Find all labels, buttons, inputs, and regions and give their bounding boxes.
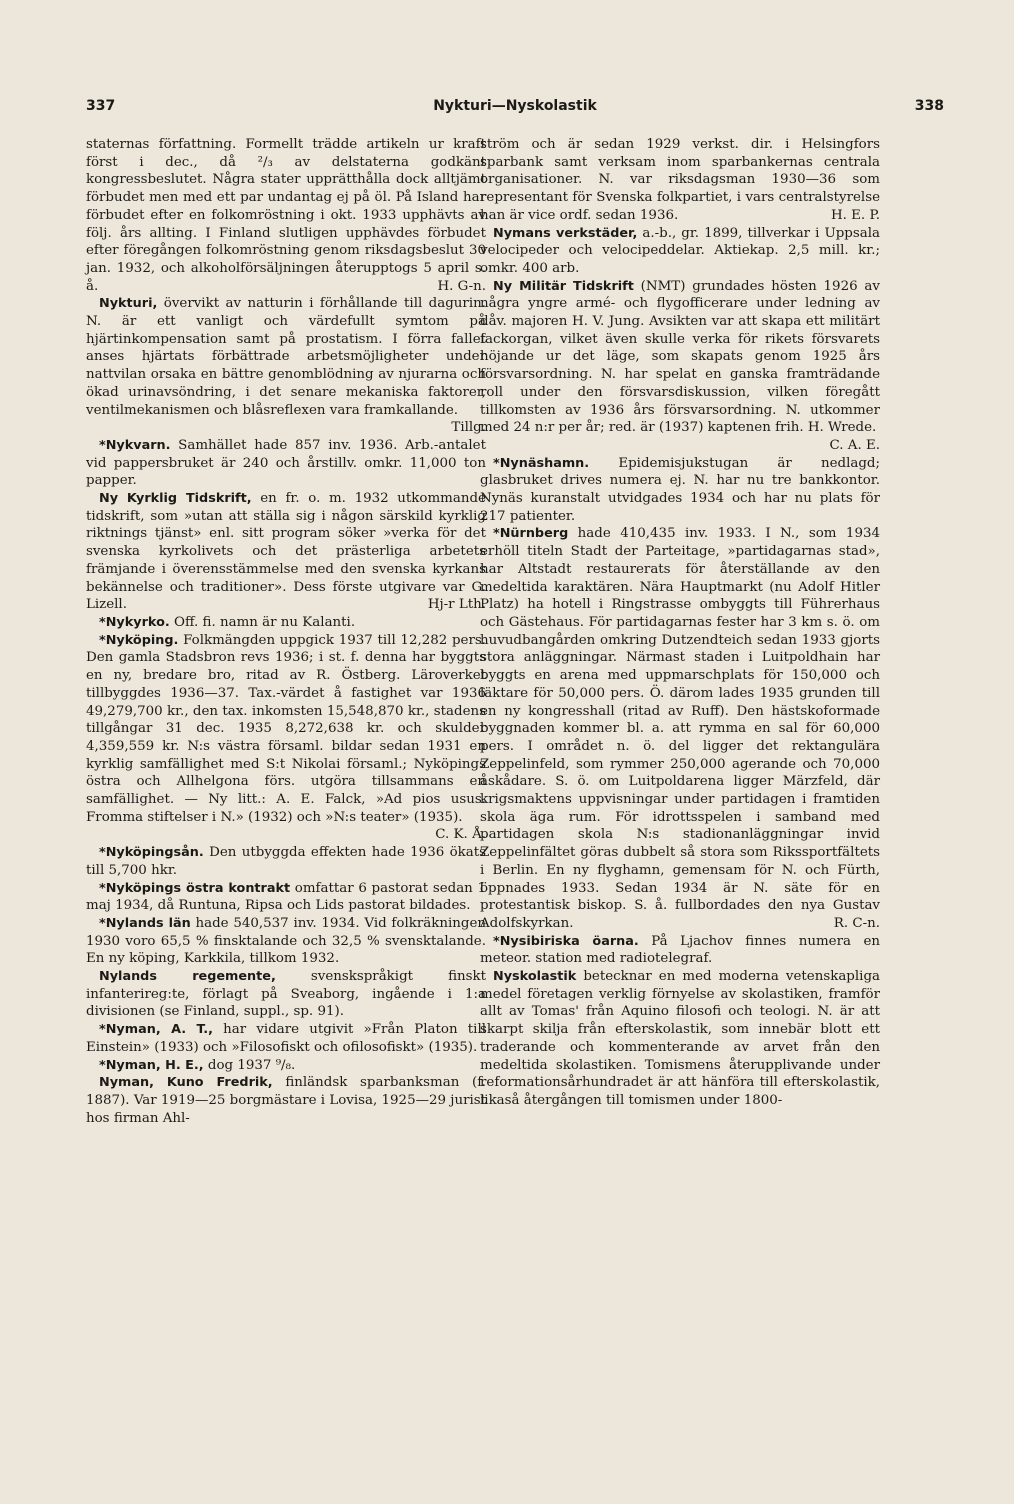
entry-text: På Ljachov finnes numera en meteor. station med radiotelegraf. — [480, 933, 880, 967]
entry-text: Epidemisjukstugan är nedlagd; glasbruket drives numera ej. N. har nu tre bankkontor. Nynäs kuranstalt utvidgades 1934 och har nu plats för 217 patienter. — [480, 455, 880, 524]
page-header — [86, 98, 944, 122]
entry-headword: *Nyman, A. T., — [99, 1022, 213, 1038]
dictionary-entry — [86, 915, 486, 968]
dictionary-entry — [86, 136, 486, 295]
entry-headword: *Nynäshamn. — [493, 455, 590, 471]
entry-text: omfattar 6 pastorat sedan 1 maj 1934, då Runtuna, Ripsa och Lids pastorat bildades. — [86, 880, 487, 914]
dictionary-entry — [86, 1021, 486, 1056]
dictionary-entry — [86, 632, 486, 844]
entry-headword: Nylands regemente, — [99, 969, 276, 985]
entry-text: övervikt av natturin i förhållande till dagurin. N. är ett vanligt och värdefullt symtom på hjärtinkompensation samt på prostatism. I förra fallet anses hjärtats förbättrade arbetsmöjligheter under nattvilan orsaka en bättre genomblödning av njurarna och ökad urinavsöndring, i det senare mekaniska faktorer, ventilmekanismen och blåsreflexen vara framkallande. — [86, 296, 486, 418]
entry-text: (NMT) grundades hösten 1926 av några yngre armé- och flygofficerare under ledning av dåv. majoren H. V. Jung. Avsikten var att skapa ett militärt fackorgan, vilket även skulle verka för rikets försvarets höjande ur det läge, som skapats genom 1925 års försvarsordning. N. har spelat en ganska framträdande roll under den försvarsdiskussion, vilken föregått tillkomsten av 1936 års försvarsordning. N. utkommer med 24 n:r per år; red. är (1937) kaptenen frih. H. Wrede. — [480, 278, 880, 436]
entry-headword: Nyman, Kuno Fredrik, — [99, 1075, 273, 1091]
entry-text: Folkmängden uppgick 1937 till 12,282 pers. Den gamla Stadsbron revs 1936; i st. f. denna har byggts en ny, bredare bro, ritad av R. Östberg. Läroverket tillbyggdes 1936—37. Tax.-värdet å fastighet var 1936 49,279,700 kr., den tax. inkomsten 15,548,870 kr., stadens tillgångar 31 dec. 1935 8,272,638 kr. och skulder 4,359,559 kr. N:s västra församl. bildar sedan 1931 en kyrklig samfällighet med S:t Nikolai församl.; Nyköpings östra och Allhelgona förs. utgöra tillsammans en samfällighet. — Ny litt.: A. E. Falck, »Ad pios usus. Fromma stiftelser i N.» (1932) och »N:s teater» (1935). — [86, 632, 486, 825]
author-signature: Hj-r Lth. — [427, 597, 486, 613]
author-signature: R. C-n. — [833, 915, 880, 931]
entry-headword: *Nysibiriska öarna. — [493, 933, 639, 949]
dictionary-entry — [86, 968, 486, 1021]
dictionary-entry — [86, 844, 486, 879]
entry-headword: *Nyköpings östra kontrakt — [99, 880, 291, 896]
entry-headword: Nyskolastik — [493, 969, 577, 985]
entry-headword: *Nyköpingsån. — [99, 845, 204, 861]
entry-text: betecknar en med moderna vetenskapliga medel företagen verklig förnyelse av skolastiken, framför allt av Tomas' från Aquino filosofi och teologi. N. är att skarpt skilja från efterskolastik, som innebär blott ett traderande och kommenterande av arvet från den medeltida skolastiken. Tomismens återupplivande under reformationsårhundradet är att hänföra till efterskolastik, likaså återgången till tomismen under 1800- — [480, 969, 880, 1108]
author-signature: Tillg. — [451, 420, 486, 436]
dictionary-entry — [86, 295, 486, 437]
entry-text: a.-b., gr. 1899, tillverkar i Uppsala velocipeder och velocipeddelar. Aktiekap. 2,5 mill. kr.; omkr. 400 arb. — [480, 225, 881, 276]
entry-text: Off. fi. namn är nu Kalanti. — [169, 614, 356, 630]
dictionary-entry — [86, 490, 486, 614]
author-signature: C. K. Å. — [435, 827, 486, 843]
page-number-right: 338 — [914, 98, 944, 114]
dictionary-entry — [86, 1057, 486, 1075]
entry-headword: Ny Militär Tidskrift — [493, 278, 634, 294]
dictionary-entry — [86, 437, 486, 490]
dictionary-entry — [480, 455, 880, 526]
entry-headword: *Nyman, H. E., — [99, 1057, 204, 1073]
dictionary-entry — [480, 136, 880, 225]
entry-headword: *Nürnberg — [493, 526, 569, 542]
entry-text: en fr. o. m. 1932 utkommande tidskrift, som »utan att ställa sig i någon särskild kyrklig riktnings tjänst» enl. sitt program söker »verka för det svenska kyrkolivets och det prästerliga arbetets främjande i överensstämmelse med den svenska kyrkans bekännelse och traditioner». Dess förste utgivare var G. Lizell. — [86, 491, 486, 613]
entry-headword: *Nykyrko. — [99, 614, 170, 630]
author-signature: H. E. P. — [830, 207, 880, 223]
entry-text: hade 540,537 inv. 1934. Vid folkräkningen 1930 voro 65,5 % finsktalande och 32,5 % svensktalande. En ny köping, Karkkila, tillkom 1932. — [86, 915, 486, 967]
entry-text: finländsk sparbanksman (f. 1887). Var 1919—25 borgmästare i Lovisa, 1925—29 jurist hos firman Ahl- — [86, 1075, 487, 1126]
dictionary-entry — [86, 880, 486, 915]
dictionary-entry — [480, 278, 880, 455]
entry-headword: Nymans verkstäder, — [493, 225, 638, 241]
entry-text: ström och är sedan 1929 verkst. dir. i Helsingfors sparbank samt verksam inom sparbankernas centrala organisationer. N. var riksdagsman 1930—36 som representant för Svenska folkpartiet, i vars centralstyrelse han är vice ordf. sedan 1936. — [480, 137, 880, 223]
entry-headword: *Nykvarn. — [99, 437, 171, 453]
entry-text: staternas författning. Formellt trädde artikeln ur kraft först i dec., då ²/₃ av delstaterna godkänt kongressbeslutet. Några stater upprätthålla dock alltjämt förbudet men med ett par undantag ej på öl. På Island har förbudet efter en folkomröstning i okt. 1933 upphävts av följ. års allting. I Finland slutligen upphävdes förbudet efter föregången folkomröstning genom riksdagsbeslut 30 jan. 1932, och alkoholförsäljningen återupptogs 5 april s. å. — [86, 137, 486, 294]
entry-text: Den utbyggda effekten hade 1936 ökats till 5,700 hkr. — [86, 845, 486, 878]
entry-text: hade 410,435 inv. 1933. I N., som 1934 erhöll titeln Stadt der Parteitage, »partidagarnas stad», har Altstadt restaurerats för återställande av den medeltida karaktären. Nära Hauptmarkt (nu Adolf Hitler Platz) ha hotell i Ringstrasse ombyggts till Führerhaus och Gästehaus. För partidagarnas fester har 3 km s. ö. om huvudbangården omkring Dutzendteich sedan 1933 gjorts stora anläggningar. Närmast staden i Luitpoldhain har byggts en arena med uppmarschplats för 150,000 och läktare för 50,000 pers. Ö. därom lades 1935 grunden till en ny kongresshall (ritad av Ruff). Den hästskoformade byggnaden kommer bl. a. att rymma en sal för 60,000 pers. I området n. ö. del ligger det rektangulära Zeppelinfeld, som rymmer 250,000 agerande och 70,000 åskådare. S. ö. om Luitpoldarena ligger Märzfeld, där krigsmaktens uppvisningar under partidagen i framtiden skola äga rum. För idrottsspelen i samband med partidagen skola N:s stadionanläggningar invid Zeppelinfältet göras dubbelt så stora som Rikssportfältets i Berlin. En ny flyghamn, gemensam för N. och Fürth, öppnades 1933. Sedan 1934 är N. säte för en protestantisk biskop. S. å. fullbordades den nya Gustav Adolfskyrkan. — [480, 526, 880, 931]
entry-headword: Ny Kyrklig Tidskrift, — [99, 491, 252, 507]
right-column — [480, 136, 880, 1110]
entry-headword: Nykturi, — [99, 296, 158, 312]
author-signature: H. G-n. — [437, 278, 486, 294]
dictionary-entry — [480, 968, 880, 1110]
entry-text: har vidare utgivit »Från Platon till Einstein» (1933) och »Filosofiskt och ofilosofiskt» (1935). — [86, 1022, 487, 1055]
entry-text: svenskspråkigt finskt infanterireg:te, förlagt på Sveaborg, ingående i 1:a divisionen (se Finland, suppl., sp. 91). — [86, 969, 486, 1020]
entry-text: Samhället hade 857 inv. 1936. Arb.-antalet vid pappersbruket är 240 och årstillv. omkr. 11,000 ton papper. — [86, 437, 486, 489]
entry-headword: *Nyköping. — [99, 632, 179, 648]
author-signature: C. A. E. — [829, 437, 880, 453]
dictionary-entry — [86, 614, 486, 632]
left-column — [86, 136, 486, 1127]
entry-headword: *Nylands län — [99, 915, 191, 931]
running-title: Nykturi—Nyskolastik — [433, 98, 597, 114]
dictionary-entry — [480, 933, 880, 968]
dictionary-entry — [86, 1074, 486, 1127]
dictionary-entry — [480, 525, 880, 932]
page-number-left: 337 — [86, 98, 116, 114]
dictionary-entry — [480, 225, 880, 278]
entry-text: dog 1937 ⁹/₈. — [203, 1057, 296, 1073]
